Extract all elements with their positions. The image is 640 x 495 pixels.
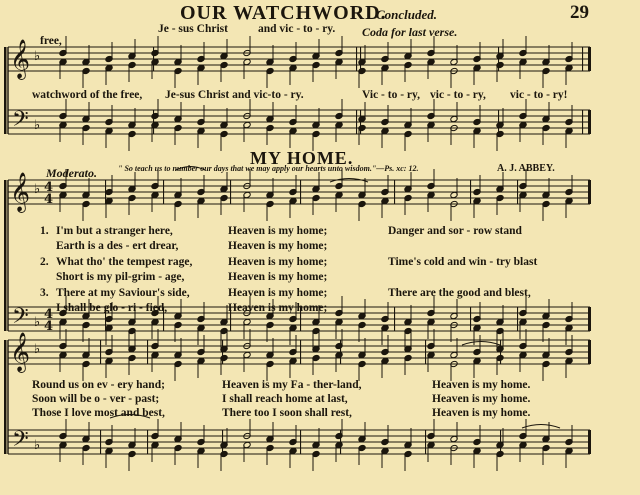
slur bbox=[462, 342, 500, 346]
bar-line bbox=[470, 180, 471, 204]
bar-line bbox=[360, 47, 361, 71]
system-brace bbox=[4, 180, 7, 331]
bar-line bbox=[147, 340, 148, 364]
flat-icon: ♭ bbox=[34, 438, 41, 453]
verse-line: Heaven is my home; bbox=[228, 240, 328, 252]
bottom-verse-line: Those I love most and best, bbox=[32, 407, 165, 419]
time-signature: 4 bbox=[44, 307, 54, 322]
bar-line bbox=[300, 340, 301, 364]
verse-number: 3. bbox=[40, 287, 49, 299]
bar-line bbox=[163, 180, 164, 204]
bar-line bbox=[588, 47, 591, 71]
time-signature: 4 bbox=[44, 319, 54, 334]
bar-line bbox=[588, 110, 591, 134]
verse-number: 2. bbox=[40, 256, 49, 268]
concluded-label: Concluded. bbox=[376, 7, 438, 22]
bottom-verse-line: There too I soon shall rest, bbox=[222, 407, 352, 419]
time-signature: 4 bbox=[44, 180, 54, 195]
flat-icon: ♭ bbox=[34, 315, 41, 330]
composer: A. J. ABBEY. bbox=[497, 163, 555, 174]
flat-icon: ♭ bbox=[34, 342, 41, 357]
watchword-lyric: watchword of the free, bbox=[32, 89, 143, 101]
bar-line bbox=[582, 110, 583, 134]
watchword-lyric: vic - to - ry, bbox=[430, 89, 486, 101]
bottom-verse-line: I shall reach home at last, bbox=[222, 393, 348, 405]
bar-line bbox=[517, 307, 518, 331]
bar-line bbox=[588, 340, 591, 364]
bottom-verse-line: Heaven is my home. bbox=[432, 407, 531, 419]
verse-line: Heaven is my home; bbox=[228, 271, 328, 283]
watchword-lyric: vic - to - ry! bbox=[510, 89, 568, 101]
bar-line bbox=[582, 47, 583, 71]
bar-line bbox=[470, 307, 471, 331]
verse-line: Time's cold and win - try blast bbox=[388, 256, 538, 268]
verse-line: Danger and sor - row stand bbox=[388, 225, 522, 237]
verse-line: Heaven is my home; bbox=[228, 256, 328, 268]
watchword-title: OUR WATCHWORD. bbox=[180, 2, 387, 24]
verse-line: Heaven is my home; bbox=[228, 225, 328, 237]
bottom-verse-line: Soon will be o - ver - past; bbox=[32, 393, 160, 405]
verse-line: Heaven is my home; bbox=[228, 302, 328, 314]
watchword-lyric: Je-sus Christ and vic-to - ry. bbox=[165, 89, 304, 101]
top-lyric-right: and vic - to - ry. bbox=[258, 23, 336, 35]
bottom-verse-line: Heaven is my home. bbox=[432, 393, 531, 405]
bar-line bbox=[588, 307, 591, 331]
bass-clef-icon: 𝄢 bbox=[12, 427, 29, 457]
verse-line: I shall be glo - ri - fied, bbox=[56, 302, 168, 314]
watchword-lyric: Vic - to - ry, bbox=[362, 89, 421, 101]
hymn-title: MY HOME. bbox=[250, 148, 354, 168]
verse-line: Short is my pil-grim - age, bbox=[56, 271, 185, 283]
bar-line bbox=[147, 430, 148, 454]
treble-clef-icon: 𝄞 bbox=[10, 332, 31, 372]
bar-line bbox=[588, 430, 591, 454]
bottom-verse-line: Round us on ev - ery hand; bbox=[32, 379, 165, 391]
flat-icon: ♭ bbox=[34, 118, 41, 133]
bar-line bbox=[222, 430, 223, 454]
bar-line bbox=[356, 47, 357, 71]
bar-line bbox=[300, 180, 301, 204]
verse-line: There are the good and blest, bbox=[388, 287, 531, 299]
bass-clef-icon: 𝄢 bbox=[12, 304, 29, 334]
bar-line bbox=[517, 180, 518, 204]
verse-number: 1. bbox=[40, 225, 49, 237]
bar-line bbox=[100, 340, 101, 364]
bar-line bbox=[300, 430, 301, 454]
tempo-label: Moderato. bbox=[46, 166, 97, 180]
bar-line bbox=[356, 110, 357, 134]
system-brace bbox=[4, 340, 7, 454]
treble-clef-icon: 𝄞 bbox=[10, 39, 31, 79]
slur bbox=[522, 425, 560, 429]
verse-line: There at my Saviour's side, bbox=[56, 287, 190, 299]
bottom-verse-line: Heaven is my Fa - ther-land, bbox=[222, 379, 362, 391]
bar-line bbox=[588, 180, 591, 204]
treble-clef-icon: 𝄞 bbox=[10, 172, 31, 212]
flat-icon: ♭ bbox=[34, 182, 41, 197]
verse-line: Heaven is my home; bbox=[228, 287, 328, 299]
system-brace bbox=[4, 47, 7, 134]
verse-line: I'm but a stranger here, bbox=[56, 225, 173, 237]
time-signature: 4 bbox=[44, 192, 54, 207]
bar-line bbox=[394, 307, 395, 331]
epigraph: " So teach us to number our days that we may apply our hearts unto wisdom."—Ps. xc: 12. bbox=[118, 164, 419, 173]
bottom-verse-line: Heaven is my home. bbox=[432, 379, 531, 391]
verse-line: Earth is a des - ert drear, bbox=[56, 240, 179, 252]
verse-line: What tho' the tempest rage, bbox=[56, 256, 193, 268]
bar-line bbox=[498, 110, 499, 134]
bass-clef-icon: 𝄢 bbox=[12, 107, 29, 137]
bar-line bbox=[100, 430, 101, 454]
bar-line bbox=[425, 340, 426, 364]
bar-line bbox=[394, 180, 395, 204]
flat-icon: ♭ bbox=[34, 49, 41, 64]
bar-line bbox=[230, 180, 231, 204]
coda-label: Coda for last verse. bbox=[362, 25, 458, 39]
page-number: 29 bbox=[570, 2, 589, 23]
bar-line bbox=[425, 430, 426, 454]
top-lyric-left: Je - sus Christ bbox=[158, 23, 228, 35]
free-label: free, bbox=[40, 35, 62, 47]
